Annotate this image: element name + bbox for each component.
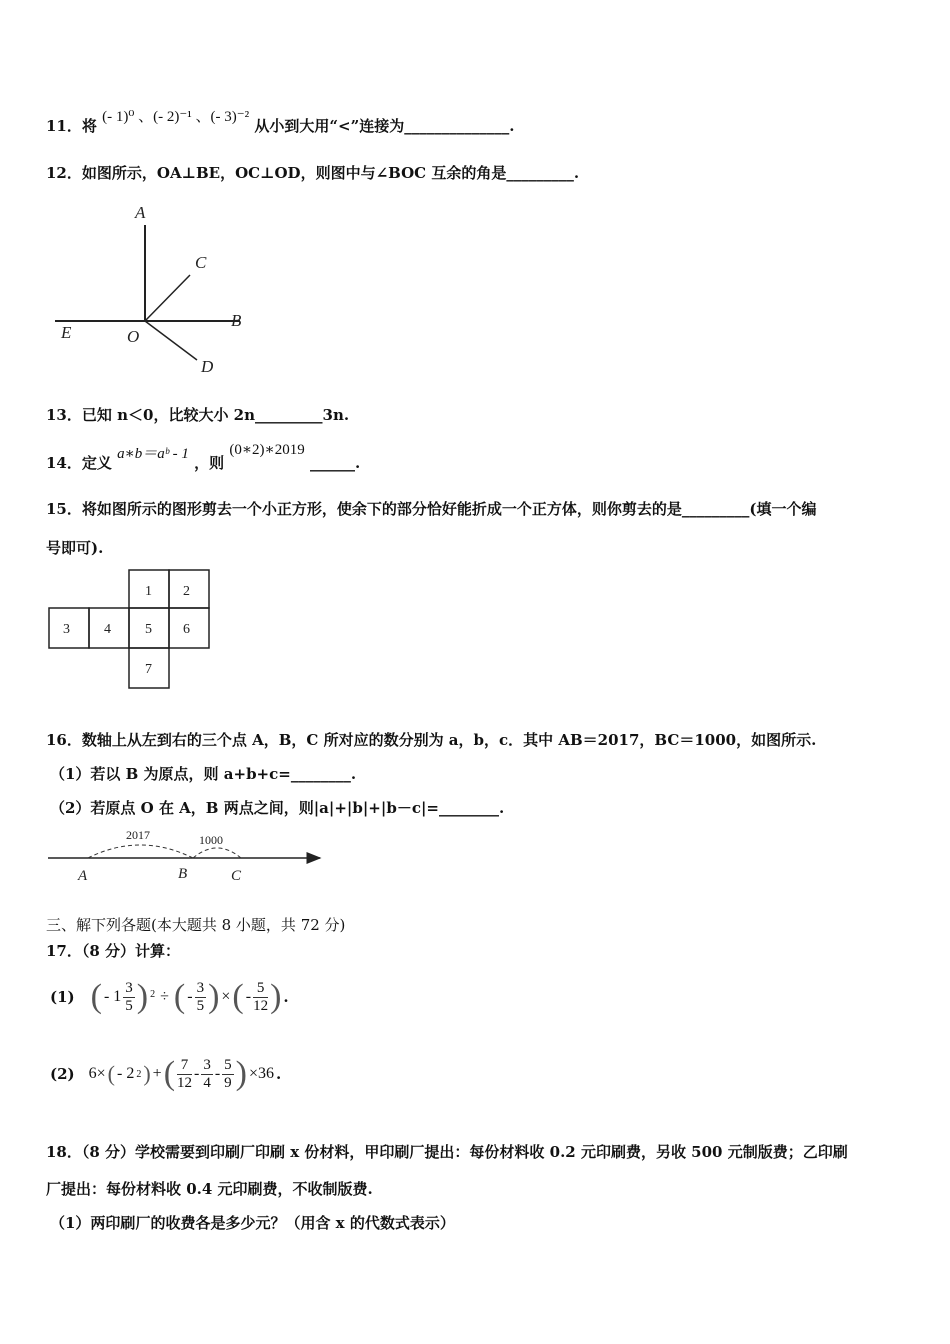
question-17-header: 17．（8 分）计算： <box>46 942 181 960</box>
paren-close: ) <box>136 978 149 1015</box>
paren-close: ) <box>143 1061 151 1086</box>
arc-bc <box>193 848 241 858</box>
question-16-part2: （2）若原点 O 在 A，B 两点之间，则|a|+|b|+|b－c|=________. <box>50 799 505 817</box>
q17-p2-end: . <box>276 1065 282 1083</box>
q17-p2-inner: - 2 <box>117 1065 135 1082</box>
q17-p2-lead: 6× <box>88 1065 106 1082</box>
q14-definition: a∗b＝aᵇ - 1 <box>117 446 189 462</box>
q17-part1 <box>50 978 289 1016</box>
section-3-title: 三、解下列各题(本大题共 8 小题，共 72 分) <box>46 916 346 934</box>
q17-p2-frac3: $\frac{5}{9}$ <box>224 1056 232 1091</box>
q17-part2 <box>50 1055 281 1093</box>
ray-od <box>145 321 197 360</box>
q17-p2-plus: + <box>152 1065 162 1082</box>
question-15-line1: 15．将如图所示的图形剪去一个小正方形，使余下的部分恰好能折成一个正方体，则你剪去的是_________(填一个编 <box>46 500 817 518</box>
q17-p1-neg2: - <box>245 988 252 1005</box>
q17-p1-end: . <box>283 988 289 1006</box>
point-b: B <box>178 866 188 882</box>
number-line-figure <box>48 828 328 888</box>
q14-blank: ______. <box>309 454 361 472</box>
label-1000: 1000 <box>199 833 223 847</box>
label-c: C <box>195 253 207 272</box>
label-o: O <box>127 327 140 346</box>
paren-open: ( <box>173 978 186 1015</box>
q17-p2-exp: 2 <box>136 1068 142 1080</box>
cell-2: 2 <box>183 584 190 599</box>
cell-3: 3 <box>63 622 70 637</box>
q17-p1-neg1: - <box>187 988 193 1005</box>
cell-4: 4 <box>104 622 111 637</box>
q17-p1-times: × <box>221 988 231 1005</box>
q14-middle: ，则 <box>194 454 225 472</box>
q17-p2-tail: ×36 <box>249 1065 275 1082</box>
cell-1: 1 <box>145 584 152 599</box>
paren-close: ) <box>208 978 220 1015</box>
q17-p1-exp: 2 <box>150 988 156 1000</box>
question-18-part1: （1）两印刷厂的收费各是多少元？（用含 x 的代数式表示） <box>50 1214 455 1232</box>
angle-figure <box>55 200 265 380</box>
q17-p1-label: (1) <box>50 988 75 1006</box>
q17-p2-minus1: - <box>194 1065 200 1082</box>
paren-close: ) <box>235 1055 247 1092</box>
q17-p1-frac3: $\frac{5}{12}$ <box>253 979 269 1014</box>
q17-p2-frac2: $\frac{3}{4}$ <box>203 1056 211 1091</box>
q17-p2-label: (2) <box>50 1065 75 1083</box>
q17-p1-frac2: $\frac{3}{5}$ <box>196 979 205 1014</box>
question-16-part1: （1）若以 B 为原点，则 a+b+c=________. <box>50 765 357 783</box>
question-11 <box>46 109 515 136</box>
q14-expression: (0∗2)∗2019 <box>229 442 305 458</box>
label-b: B <box>231 311 242 330</box>
question-14 <box>46 442 361 473</box>
question-18-line1: 18．（8 分）学校需要到印刷厂印刷 x 份材料，甲印刷厂提出：每份材料收 0.2 元印刷费，另收 500 元制版费；乙印刷 <box>46 1143 848 1161</box>
q17-p2-minus2: - <box>214 1065 221 1082</box>
q17-p2-frac1: $\frac{7}{12}$ <box>177 1056 193 1091</box>
cell-5: 5 <box>145 622 152 637</box>
q11-expression: (- 1)⁰ 、(- 2)⁻¹ 、(- 3)⁻² <box>102 109 250 125</box>
q17-p1-whole: - 1 <box>103 988 122 1005</box>
q17-p1-frac1: $\frac{3}{5}$ <box>125 979 133 1014</box>
q11-text: 从小到大用“<”连接为______________. <box>254 117 515 135</box>
paren-open: ( <box>107 1061 115 1086</box>
q17-p1-div: ÷ <box>160 988 169 1005</box>
question-16-line1: 16．数轴上从左到右的三个点 A，B，C 所对应的数分别为 a，b，c．其中 AB＝2017，BC＝1000，如图所示. <box>46 731 817 749</box>
paren-open: ( <box>90 978 102 1015</box>
point-c: C <box>231 868 242 884</box>
question-12: 12．如图所示，OA⊥BE，OC⊥OD，则图中与∠BOC 互余的角是_________. <box>46 164 580 182</box>
question-18-line2: 厂提出：每份材料收 0.4 元印刷费，不收制版费. <box>46 1180 373 1198</box>
point-a: A <box>78 868 88 884</box>
paren-open: ( <box>163 1055 176 1092</box>
cell-6: 6 <box>183 622 190 637</box>
label-a: A <box>135 203 146 222</box>
q11-number: 11．将 <box>46 117 97 135</box>
question-15-line2: 号即可). <box>46 539 104 557</box>
arc-ab <box>88 845 193 858</box>
q14-prefix: 14．定义 <box>46 454 112 472</box>
label-e: E <box>61 323 72 342</box>
label-d: D <box>201 357 214 376</box>
label-2017: 2017 <box>126 828 150 842</box>
question-13: 13．已知 n＜0，比较大小 2n_________3n. <box>46 406 350 424</box>
cube-net-figure <box>47 570 215 692</box>
ray-oc <box>145 275 190 321</box>
paren-close: ) <box>270 978 282 1015</box>
cell-7: 7 <box>145 662 152 677</box>
paren-open: ( <box>232 978 244 1015</box>
